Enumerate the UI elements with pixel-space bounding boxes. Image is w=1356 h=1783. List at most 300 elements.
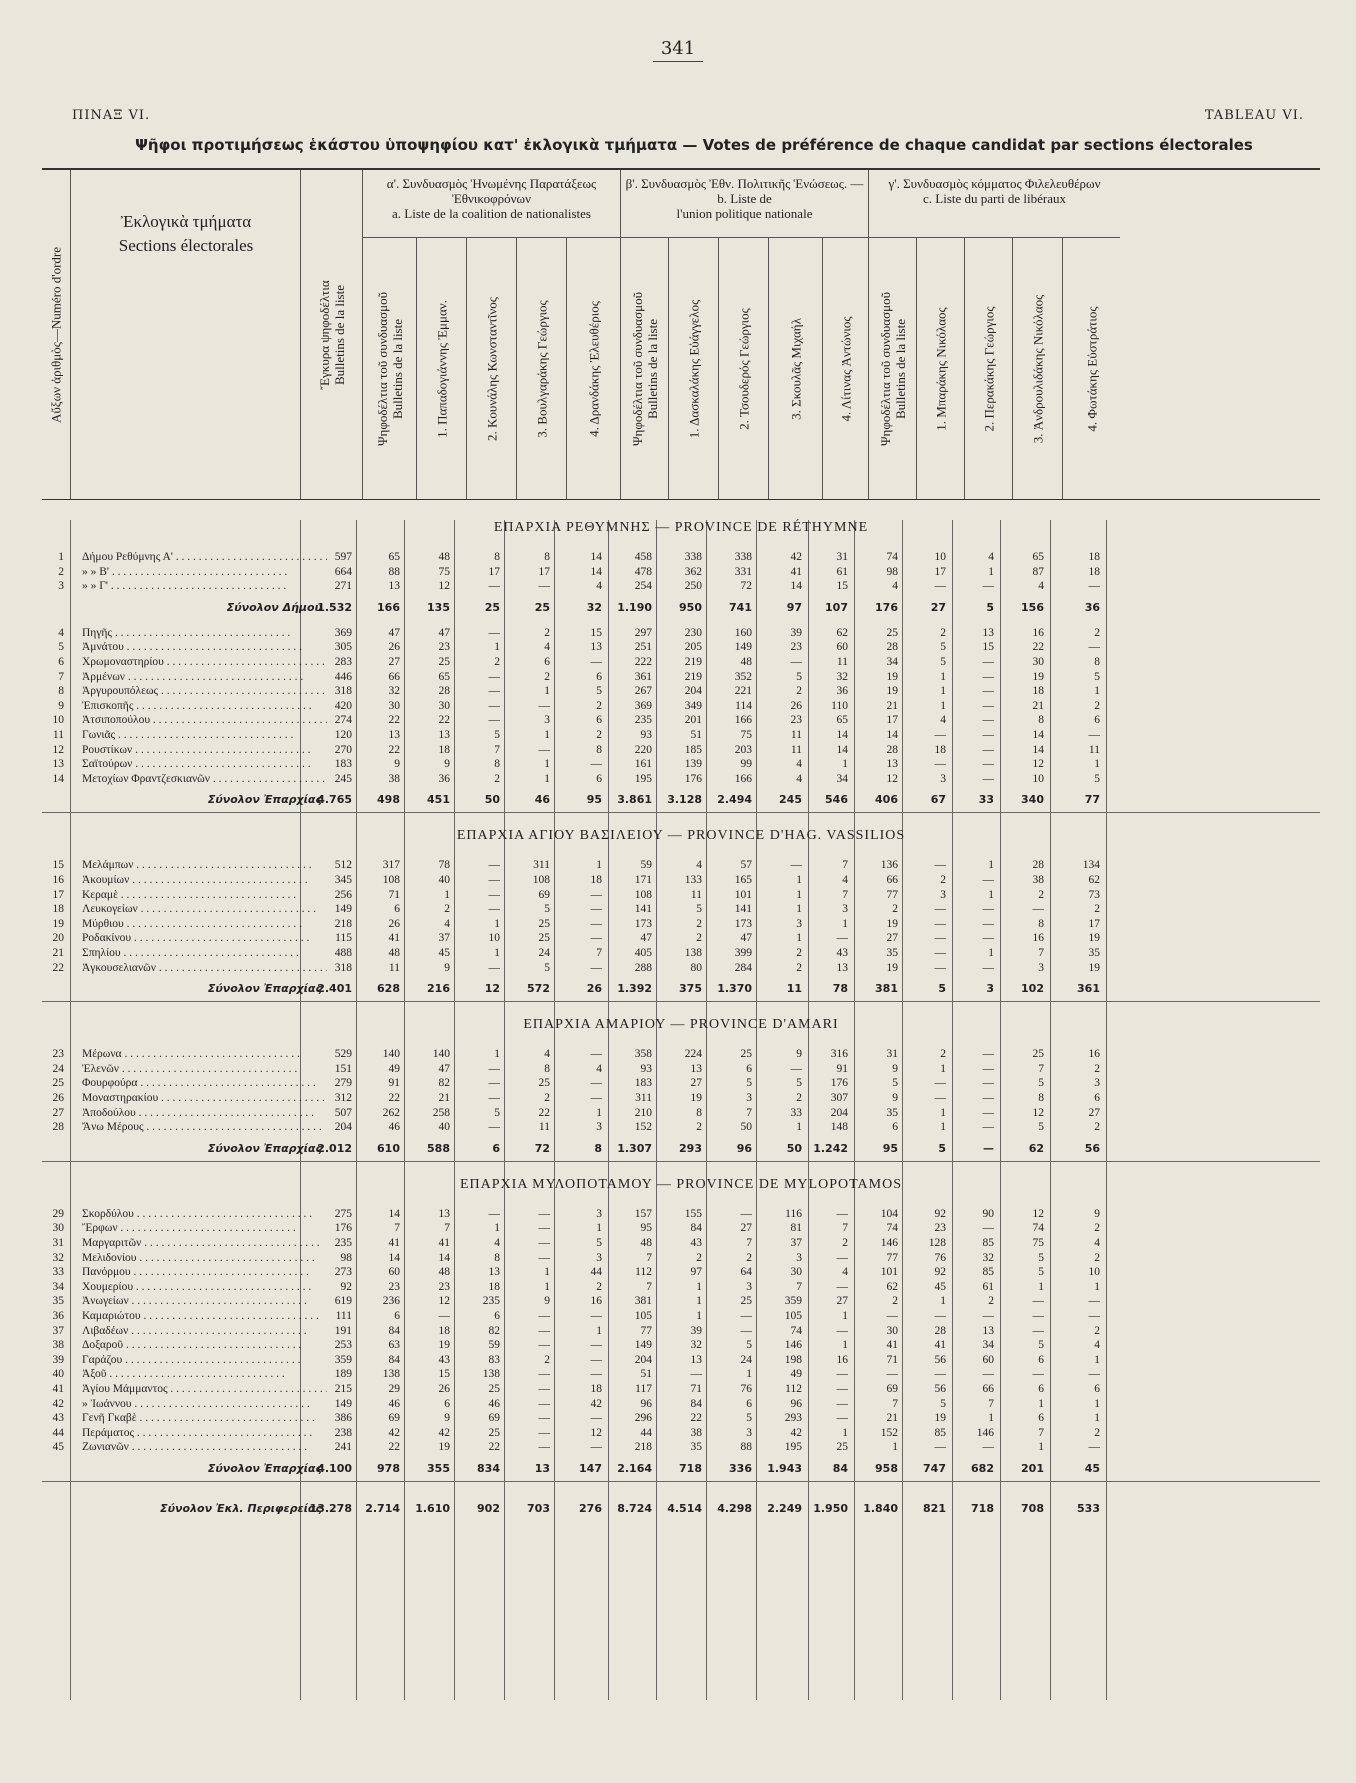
- cell-value: —: [836, 1383, 848, 1395]
- cell-value: 66: [388, 670, 400, 683]
- cell-value: 65: [1032, 551, 1044, 563]
- cell-value: 1: [746, 1368, 752, 1381]
- cell-value: 173: [634, 917, 652, 930]
- cell-value: —: [934, 1368, 946, 1381]
- cell-value: 46: [488, 1397, 500, 1410]
- cell-value: 6: [892, 1121, 898, 1134]
- cell-value: 2: [1094, 1324, 1100, 1337]
- cell-value: —: [1088, 729, 1100, 741]
- cell-value: —: [934, 758, 946, 771]
- cell-value: 4: [596, 580, 602, 593]
- header-col-line: Ἔγκυρα ψηφοδέλτια: [317, 279, 332, 390]
- section-name: Μετοχίων Φραντζεσκιανῶν . . .: [82, 772, 327, 786]
- cell-value: 92: [934, 1207, 946, 1220]
- cell-value: —: [590, 1412, 602, 1425]
- cell-value: 1: [1094, 1412, 1100, 1425]
- cell-value: 99: [740, 758, 752, 771]
- cell-value: 57: [740, 859, 752, 872]
- cell-value: 152: [880, 1426, 898, 1439]
- header-col-label-5: [587, 301, 602, 437]
- cell-value: 1: [842, 1426, 848, 1439]
- cell-value: 69: [488, 1412, 500, 1425]
- cell-value: 14: [836, 743, 848, 756]
- cell-value: 166: [734, 772, 752, 785]
- cell-value: 2: [596, 729, 602, 741]
- cell-value: 92: [934, 1266, 946, 1279]
- cell-value: 258: [432, 1106, 450, 1119]
- cell-value: 2: [1038, 888, 1044, 901]
- table-row: [42, 1120, 1320, 1134]
- cell-value: 64: [740, 1266, 752, 1279]
- cell-value: 8: [544, 551, 550, 563]
- cell-value: 146: [976, 1426, 994, 1439]
- cell-value: 507: [334, 1106, 352, 1119]
- cell-value: 84: [388, 1324, 400, 1337]
- cell-value: —: [982, 1048, 994, 1061]
- cell-value: 48: [438, 551, 450, 563]
- page-number: 341: [0, 38, 1356, 59]
- cell-value: —: [982, 714, 994, 727]
- cell-value: 950: [679, 600, 702, 614]
- cell-value: 28: [934, 1324, 946, 1337]
- cell-value: 25: [1032, 1048, 1044, 1061]
- section-name: Ἐπισκοπῆς . . .: [82, 699, 327, 713]
- cell-value: —: [934, 917, 946, 930]
- cell-value: 284: [734, 961, 752, 974]
- cell-value: 8: [596, 743, 602, 756]
- cell-value: 4: [494, 1237, 500, 1249]
- cell-value: 19: [886, 917, 898, 930]
- total-label: Σύνολον Δήμου: [226, 600, 322, 614]
- cell-value: 84: [388, 1353, 400, 1366]
- cell-value: —: [982, 903, 994, 916]
- cell-value: 1: [1094, 758, 1100, 771]
- cell-value: 19: [886, 961, 898, 974]
- cell-value: 2.494: [717, 793, 752, 807]
- cell-value: 24: [538, 947, 550, 959]
- cell-value: 1: [796, 888, 802, 901]
- cell-value: 2: [746, 1251, 752, 1264]
- cell-value: 61: [836, 565, 848, 578]
- cell-value: —: [488, 903, 500, 916]
- cell-value: 25: [538, 932, 550, 945]
- cell-value: —: [590, 1339, 602, 1352]
- cell-value: —: [1088, 1441, 1100, 1454]
- cell-value: 1: [988, 888, 994, 901]
- header-col-13: [964, 238, 1013, 499]
- cell-value: 1.392: [617, 982, 652, 996]
- cell-value: 254: [634, 580, 652, 593]
- cell-value: 5: [892, 1077, 898, 1090]
- cell-value: 250: [684, 580, 702, 593]
- table-row: [42, 961, 1320, 975]
- cell-value: 19: [1088, 932, 1100, 945]
- cell-value: 135: [427, 600, 450, 614]
- grand-total-row: [42, 1499, 1320, 1519]
- cell-value: —: [438, 1310, 450, 1322]
- section-name: Σαϊτούρων . . .: [82, 757, 327, 771]
- cell-value: 42: [590, 1397, 602, 1410]
- cell-value: 741: [729, 600, 752, 614]
- cell-value: 345: [334, 874, 352, 886]
- cell-value: 279: [334, 1077, 352, 1090]
- table-row: [42, 1309, 1320, 1323]
- cell-value: 34: [836, 772, 848, 785]
- cell-value: 7: [892, 1397, 898, 1410]
- cell-value: 189: [334, 1368, 352, 1381]
- cell-value: —: [488, 859, 500, 872]
- cell-value: 1: [940, 1106, 946, 1119]
- cell-value: 62: [1088, 874, 1100, 886]
- cell-value: —: [740, 1310, 752, 1322]
- cell-value: —: [836, 1324, 848, 1337]
- cell-value: 13: [388, 729, 400, 741]
- cell-value: 2: [1094, 903, 1100, 916]
- header-col-15: [1062, 238, 1121, 499]
- cell-value: 245: [779, 793, 802, 807]
- cell-value: 13: [690, 1062, 702, 1075]
- cell-value: 67: [930, 793, 946, 807]
- cell-value: 141: [634, 903, 652, 916]
- section-name: Μύρθιου . . .: [82, 917, 327, 931]
- cell-value: 87: [1032, 565, 1044, 578]
- header-col-1: [362, 238, 417, 499]
- cell-value: 16: [836, 1353, 848, 1366]
- cell-value: 69: [388, 1412, 400, 1425]
- cell-value: 22: [538, 1106, 550, 1119]
- cell-value: 16: [1032, 932, 1044, 945]
- cell-value: 2: [544, 670, 550, 683]
- row-number: 41: [52, 1383, 64, 1395]
- cell-value: —: [982, 685, 994, 698]
- cell-value: 149: [334, 1397, 352, 1410]
- cell-value: 195: [634, 772, 652, 785]
- cell-value: 88: [740, 1441, 752, 1454]
- cell-value: 25: [484, 600, 500, 614]
- cell-value: 6: [1094, 1383, 1100, 1395]
- cell-value: 30: [1032, 656, 1044, 668]
- cell-value: —: [538, 1426, 550, 1439]
- cell-value: —: [982, 580, 994, 593]
- row-number: 40: [52, 1368, 64, 1381]
- header-col-line: Ψηφοδέλτια τοῦ συνδυασμοῦ: [630, 291, 645, 446]
- cell-value: 2: [940, 626, 946, 639]
- cell-value: 3: [940, 772, 946, 785]
- cell-value: 2: [1094, 1062, 1100, 1075]
- cell-value: 128: [928, 1237, 946, 1249]
- section-name: Γενῆ Γκαβὲ . . .: [82, 1411, 327, 1425]
- cell-value: 219: [684, 670, 702, 683]
- cell-value: 1.242: [813, 1141, 848, 1155]
- cell-value: 102: [1021, 982, 1044, 996]
- cell-value: 4: [444, 917, 450, 930]
- cell-value: 2: [940, 874, 946, 886]
- cell-value: 1: [596, 1106, 602, 1119]
- cell-value: 69: [538, 888, 550, 901]
- cell-value: 420: [334, 699, 352, 712]
- cell-value: —: [982, 758, 994, 771]
- cell-value: 2: [596, 699, 602, 712]
- cell-value: 361: [1077, 982, 1100, 996]
- cell-value: 96: [736, 1141, 752, 1155]
- table-row: [42, 888, 1320, 902]
- cell-value: 13: [388, 580, 400, 593]
- cell-value: 2: [494, 656, 500, 668]
- header-col-line: 2. Περακάκης Γεώργιος: [981, 305, 997, 432]
- cell-value: 236: [382, 1295, 400, 1308]
- cell-value: 101: [734, 888, 752, 901]
- cell-value: 529: [334, 1048, 352, 1061]
- cell-value: 8: [1038, 714, 1044, 727]
- table-row: [42, 1207, 1320, 1221]
- cell-value: 14: [590, 551, 602, 563]
- cell-value: 63: [388, 1339, 400, 1352]
- cell-value: 19: [1032, 670, 1044, 683]
- cell-value: 5: [746, 1077, 752, 1090]
- cell-value: 19: [886, 670, 898, 683]
- cell-value: 59: [640, 859, 652, 872]
- cell-value: 664: [334, 565, 352, 578]
- cell-value: —: [982, 1062, 994, 1075]
- cell-value: 76: [740, 1383, 752, 1395]
- cell-value: 36: [836, 685, 848, 698]
- header-col-label-3: [485, 297, 500, 441]
- cell-value: 83: [488, 1353, 500, 1366]
- cell-value: —: [488, 1207, 500, 1220]
- header-col-label-4: [535, 300, 550, 437]
- grand-total-value: 821: [923, 1502, 946, 1515]
- table-row: [42, 699, 1320, 713]
- cell-value: 316: [830, 1048, 848, 1061]
- cell-value: 1: [696, 1310, 702, 1322]
- cell-value: —: [982, 1092, 994, 1104]
- order-column-header: [42, 170, 70, 499]
- grand-total-value: 1.950: [813, 1502, 848, 1515]
- cell-value: 46: [534, 793, 550, 807]
- cell-value: 19: [934, 1412, 946, 1425]
- cell-value: 15: [590, 626, 602, 639]
- cell-value: 7: [1038, 1062, 1044, 1075]
- cell-value: 317: [382, 859, 400, 872]
- table-row: [42, 1294, 1320, 1308]
- cell-value: —: [538, 1251, 550, 1264]
- cell-value: 18: [934, 743, 946, 756]
- sections-label-greek: Ἐκλογικὰ τμήματα: [120, 212, 252, 231]
- cell-value: 161: [634, 758, 652, 771]
- cell-value: 235: [482, 1295, 500, 1308]
- cell-value: 1: [544, 685, 550, 698]
- cell-value: —: [934, 859, 946, 872]
- cell-value: —: [590, 1441, 602, 1454]
- cell-value: 5: [1094, 772, 1100, 785]
- cell-value: 50: [786, 1141, 802, 1155]
- cell-value: 12: [886, 772, 898, 785]
- cell-value: 65: [388, 551, 400, 563]
- cell-value: 90: [982, 1207, 994, 1220]
- cell-value: 138: [482, 1368, 500, 1381]
- cell-value: 2: [1094, 699, 1100, 712]
- cell-value: 1: [696, 1295, 702, 1308]
- cell-value: 1: [696, 1280, 702, 1293]
- section-name: Δοξαροῦ . . .: [82, 1338, 327, 1352]
- cell-value: 488: [334, 947, 352, 959]
- cell-value: 60: [836, 641, 848, 654]
- cell-value: —: [488, 580, 500, 593]
- cell-value: 108: [382, 874, 400, 886]
- cell-value: 297: [634, 626, 652, 639]
- cell-value: 139: [684, 758, 702, 771]
- table-row: [42, 713, 1320, 727]
- header-col-0: [300, 170, 363, 499]
- cell-value: 26: [388, 641, 400, 654]
- cell-value: 8: [494, 551, 500, 563]
- row-number: 45: [52, 1441, 64, 1454]
- cell-value: 3.861: [617, 793, 652, 807]
- cell-value: 13: [438, 1207, 450, 1220]
- cell-value: 17: [934, 565, 946, 578]
- cell-value: 11: [538, 1121, 550, 1134]
- cell-value: 14: [1032, 743, 1044, 756]
- cell-value: 1: [494, 1048, 500, 1061]
- province-title: ΕΠΑΡΧΙΑ ΜΥΛΟΠΟΤΑΜΟΥ — PROVINCE DE MYLOPOTAMOS: [459, 1176, 902, 1192]
- cell-value: 273: [334, 1266, 352, 1279]
- cell-value: 11: [836, 656, 848, 668]
- cell-value: 2: [988, 1295, 994, 1308]
- cell-value: 74: [790, 1324, 802, 1337]
- cell-value: 597: [334, 551, 352, 563]
- cell-value: 2: [696, 1251, 702, 1264]
- cell-value: 3: [596, 1121, 602, 1134]
- cell-value: 1: [544, 1280, 550, 1293]
- row-number: 22: [52, 961, 64, 974]
- cell-value: 1: [842, 917, 848, 930]
- cell-value: 18: [590, 874, 602, 886]
- cell-value: 2: [892, 1295, 898, 1308]
- section-name: Ζωνιανῶν . . .: [82, 1440, 327, 1454]
- cell-value: 19: [886, 685, 898, 698]
- header-col-label-6: [630, 291, 660, 445]
- cell-value: 216: [427, 982, 450, 996]
- cell-value: 682: [971, 1462, 994, 1475]
- cell-value: 3: [544, 714, 550, 727]
- cell-value: 1.370: [717, 982, 752, 996]
- grand-total-value: 533: [1077, 1502, 1100, 1515]
- cell-value: 3: [746, 1426, 752, 1439]
- cell-value: 78: [438, 859, 450, 872]
- cell-value: 204: [684, 685, 702, 698]
- cell-value: —: [488, 874, 500, 886]
- cell-value: 45: [934, 1280, 946, 1293]
- row-number: 1: [58, 551, 64, 563]
- cell-value: 14: [836, 729, 848, 741]
- header-col-label-9: [789, 318, 804, 420]
- cell-value: 8: [696, 1106, 702, 1119]
- cell-value: 25: [534, 600, 550, 614]
- cell-value: —: [982, 1310, 994, 1322]
- cell-value: 27: [388, 656, 400, 668]
- cell-value: 210: [634, 1106, 652, 1119]
- cell-value: 3: [796, 1251, 802, 1264]
- total-row: [42, 979, 1320, 999]
- row-number: 17: [52, 888, 64, 901]
- row-number: 18: [52, 903, 64, 916]
- cell-value: 2: [842, 1237, 848, 1249]
- header-col-label-14: [1031, 294, 1046, 443]
- section-name: Λευκογείων . . .: [82, 902, 327, 916]
- cell-value: 117: [635, 1383, 652, 1395]
- cell-value: 13: [438, 729, 450, 741]
- cell-value: 256: [334, 888, 352, 901]
- cell-value: —: [934, 1441, 946, 1454]
- cell-value: 9: [892, 1062, 898, 1075]
- cell-value: 9: [796, 1048, 802, 1061]
- row-number: 20: [52, 932, 64, 945]
- cell-value: 446: [334, 670, 352, 683]
- cell-value: 218: [634, 1441, 652, 1454]
- cell-value: 5: [494, 1106, 500, 1119]
- header-col-label-11: [878, 291, 908, 445]
- cell-value: —: [982, 1222, 994, 1235]
- cell-value: 7: [646, 1280, 652, 1293]
- cell-value: 80: [690, 961, 702, 974]
- cell-value: 13: [982, 626, 994, 639]
- cell-value: 4.765: [317, 793, 352, 807]
- cell-value: 4: [842, 874, 848, 886]
- cell-value: 39: [790, 626, 802, 639]
- cell-value: 9: [544, 1295, 550, 1308]
- table-row: [42, 946, 1320, 960]
- grand-total-value: 902: [477, 1502, 500, 1515]
- cell-value: 96: [790, 1397, 802, 1410]
- header-col-3: [466, 238, 517, 499]
- cell-value: 6: [394, 903, 400, 916]
- cell-value: 8: [1038, 917, 1044, 930]
- grand-total-value: 4.514: [667, 1502, 702, 1515]
- cell-value: 176: [830, 1077, 848, 1090]
- grand-total-value: 2.249: [767, 1502, 802, 1515]
- cell-value: 406: [875, 793, 898, 807]
- cell-value: 30: [886, 1324, 898, 1337]
- grand-total-value: 708: [1021, 1502, 1044, 1515]
- cell-value: 5: [940, 656, 946, 668]
- cell-value: 171: [634, 874, 652, 886]
- cell-value: 2: [596, 1280, 602, 1293]
- cell-value: 81: [790, 1222, 802, 1235]
- cell-value: —: [488, 714, 500, 727]
- row-number: 4: [58, 626, 64, 639]
- cell-value: —: [488, 1121, 500, 1134]
- table-row: [42, 1106, 1320, 1120]
- table-header: [42, 168, 1320, 500]
- cell-value: 96: [640, 1397, 652, 1410]
- cell-value: 25: [740, 1048, 752, 1061]
- cell-value: 176: [875, 600, 898, 614]
- cell-value: 11: [786, 982, 802, 996]
- section-name: Ἀργυρουπόλεως . . .: [82, 684, 327, 698]
- cell-value: 98: [340, 1251, 352, 1264]
- cell-value: 47: [438, 1062, 450, 1075]
- cell-value: —: [590, 1353, 602, 1366]
- row-number: 15: [52, 859, 64, 872]
- cell-value: 11: [690, 888, 702, 901]
- cell-value: —: [1032, 1324, 1044, 1337]
- cell-value: 48: [388, 947, 400, 959]
- cell-value: 25: [488, 1426, 500, 1439]
- cell-value: —: [982, 917, 994, 930]
- group-title-greek: α'. Συνδυασμὸς Ἡνωμένης Παρατάξεως Ἐθνικοφρόνων: [386, 176, 597, 206]
- row-number: 26: [52, 1092, 64, 1104]
- cell-value: 4: [988, 551, 994, 563]
